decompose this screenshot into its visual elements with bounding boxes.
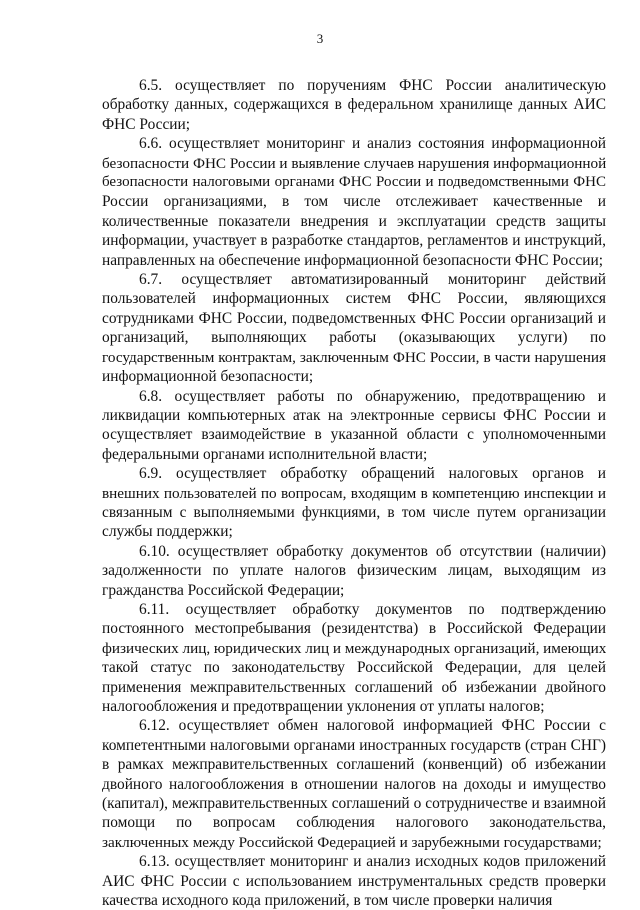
paragraph-6-8 (102, 387, 606, 465)
paragraph-6-10 (102, 542, 606, 600)
page-number: 3 (316, 31, 324, 46)
text-line: АИС ФНС России с использованием инструментальных средств проверки (102, 872, 606, 890)
text-line: России организациями, в том числе отслеживает качественные и (102, 193, 606, 211)
text-line: 6.9. осуществляет обработку обращений налоговых органов и (139, 465, 606, 483)
text-line: (капитал), межправительственных соглашений о сотрудничестве и взаимной (102, 795, 606, 813)
text-line: информационной безопасности; (102, 368, 314, 386)
text-line: 6.6. осуществляет мониторинг и анализ состояния информационной (139, 135, 606, 153)
text-line: связанным с выполняемыми функциями, в том числе путем организации (102, 503, 606, 521)
text-line: направленных на обеспечение информационной безопасности ФНС России; (102, 251, 603, 269)
text-line: 6.8. осуществляет работы по обнаружению, предотвращению и (139, 387, 606, 405)
text-line: федеральными органами исполнительной власти; (102, 445, 428, 463)
paragraph-6-11 (102, 600, 606, 716)
text-line: ФНС России; (102, 115, 191, 133)
text-line: сотрудниками ФНС России, подведомственных ФНС России организаций и (102, 309, 606, 327)
text-line: службы поддержки; (102, 523, 233, 541)
paragraph-6-7 (102, 270, 606, 386)
paragraph-6-5 (102, 76, 606, 134)
text-line: 6.10. осуществляет обработку документов об отсутствии (наличии) (139, 542, 606, 560)
text-line: налогообложения и предотвращении уклонения от уплаты налогов; (102, 698, 545, 715)
text-line: организаций, выполняющих работы (оказывающих услуги) по (102, 329, 606, 347)
text-line: 6.13. осуществляет мониторинг и анализ исходных кодов приложений (139, 853, 606, 871)
text-line: пользователей информационных систем ФНС России, являющихся (102, 290, 606, 308)
text-line: внешних пользователей по вопросам, входящим в компетенцию инспекции и (102, 484, 606, 502)
text-line: заключенных между Российской Федерацией и зарубежными государствами; (102, 833, 602, 851)
text-line: двойного налогообложения в отношении налогов на доходы и имущество (102, 775, 606, 793)
text-line: ликвидации компьютерных атак на электронные сервисы ФНС России и (102, 406, 606, 424)
text-line: качества исходного кода приложений, в том числе проверки наличия (102, 892, 553, 910)
text-line: задолженности по уплате налогов физическим лицам, выходящим из (102, 562, 606, 580)
text-line: постоянного местопребывания (резидентства) в Российской Федерации (102, 620, 606, 638)
paragraph-6-12 (102, 716, 606, 852)
text-line: безопасности налоговыми органами ФНС России и подведомственными ФНС (102, 174, 606, 191)
text-line: 6.7. осуществляет автоматизированный мониторинг действий (139, 271, 606, 289)
paragraph-6-9 (102, 464, 606, 542)
text-line: физических лиц, юридических лиц и международных организаций, имеющих (102, 639, 606, 657)
text-line: 6.5. осуществляет по поручениям ФНС России аналитическую (139, 77, 606, 94)
paragraph-6-13 (102, 852, 606, 910)
text-line: безопасности ФНС России и выявление случаев нарушения информационной (102, 154, 606, 172)
text-line: государственным контрактам, заключенным ФНС России, в части нарушения (102, 348, 606, 366)
document-body (102, 76, 606, 910)
text-line: обработку данных, содержащихся в федеральном хранилище данных АИС (102, 96, 606, 114)
text-line: помощи по вопросам соблюдения налогового законодательства, (102, 814, 606, 832)
text-line: информации, участвует в разработке стандартов, регламентов и инструкций, (102, 232, 606, 250)
paragraph-6-6 (102, 134, 606, 270)
text-line: в рамках межправительственных соглашений (конвенций) об избежании (102, 756, 606, 774)
text-line: компетентными налоговыми органами иностранных государств (стран СНГ) (102, 736, 606, 754)
text-line: такой статус по законодательству Российской Федерации, для целей (102, 659, 606, 677)
text-line: 6.12. осуществляет обмен налоговой информацией ФНС России с (139, 717, 606, 735)
text-line: количественные показатели внедрения и эксплуатации средств защиты (102, 212, 606, 230)
text-line: осуществляет взаимодействие в указанной области с уполномоченными (102, 426, 606, 444)
text-line: гражданства Российской Федерации; (102, 581, 345, 599)
text-line: применения межправительственных соглашений об избежании двойного (102, 678, 606, 696)
text-line: 6.11. осуществляет обработку документов по подтверждению (139, 600, 606, 618)
